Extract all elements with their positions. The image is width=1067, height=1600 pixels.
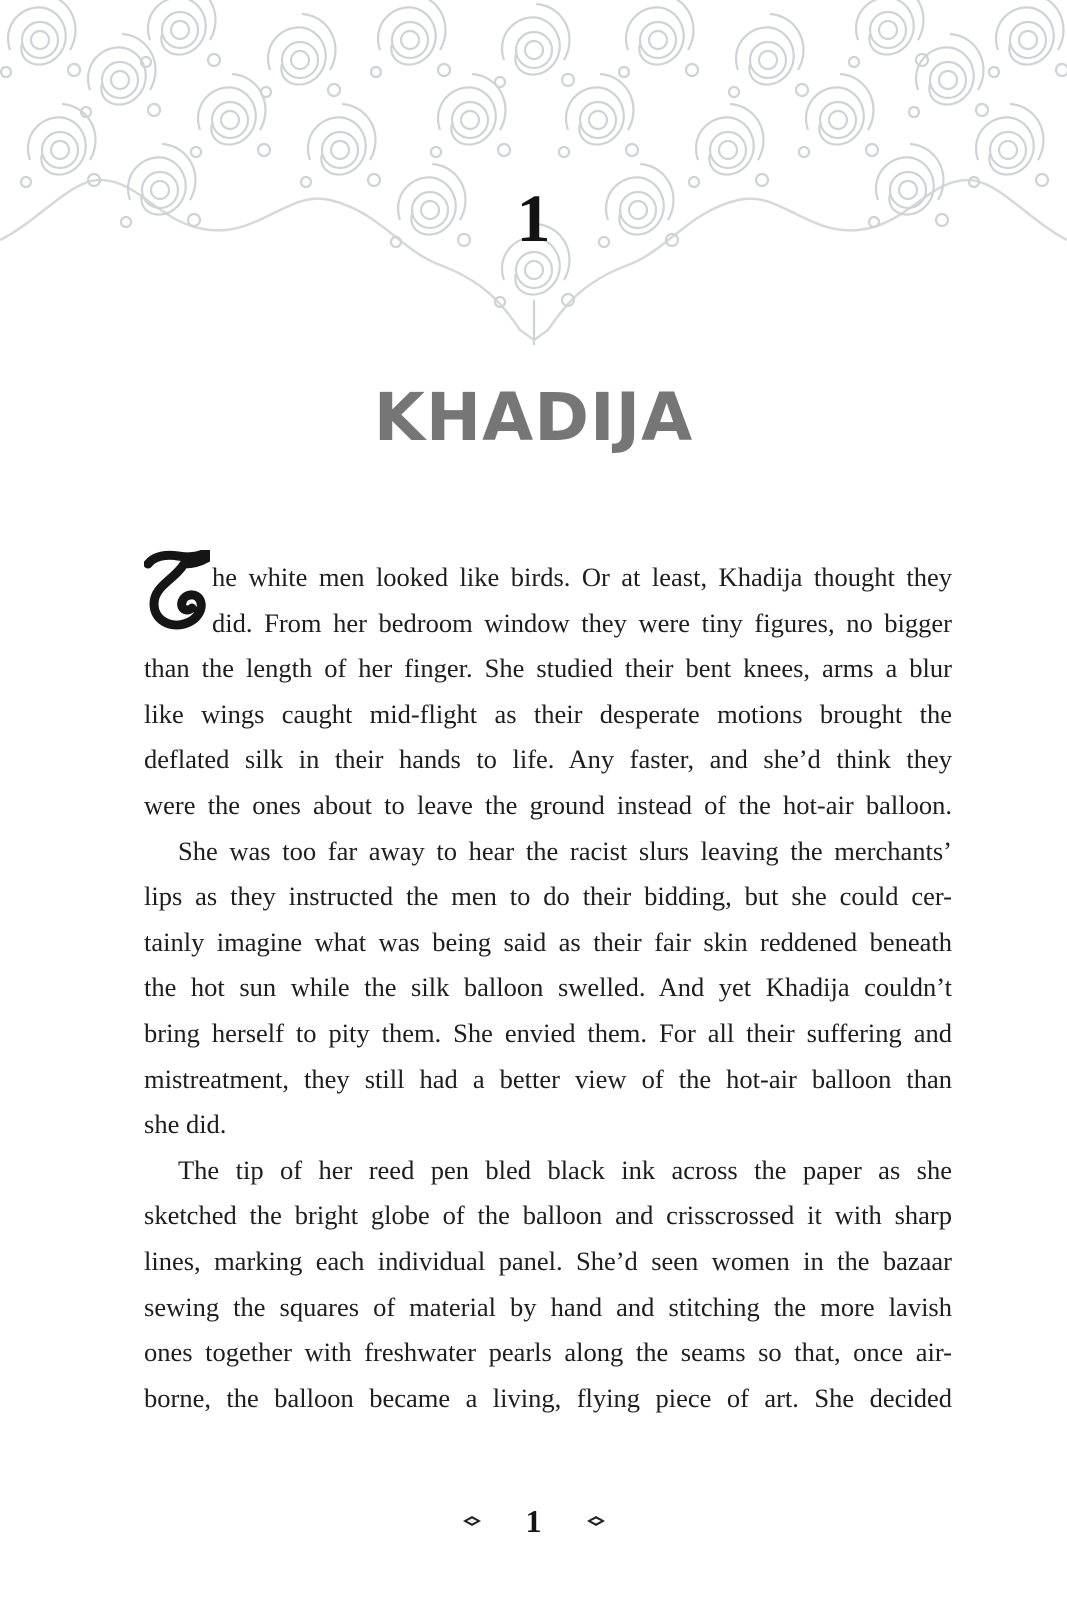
drop-cap-letter: T [144,550,145,551]
header-ornament [0,0,1067,350]
text-line: The tip of her reed pen bled black ink across the paper as she [178,1154,952,1185]
page-number: 1 [525,1502,542,1539]
text-line: lines, marking each individual panel. She’d seen women in the bazaar [144,1245,952,1276]
text-line: did. From her bedroom window they were tiny figures, no bigger [212,607,952,638]
diamond-ornament-icon [586,1515,606,1527]
ornament-swirls [1,0,1067,307]
text-line: borne, the balloon became a living, flying piece of art. She decided [144,1382,952,1413]
text-line: bring herself to pity them. She envied them. For all their suffering and [144,1017,952,1048]
text-line: were the ones about to leave the ground instead of the hot-air balloon. [144,789,952,820]
text-line: ones together with freshwater pearls along the seams so that, once air- [144,1337,952,1368]
text-line: lips as they instructed the men to do their bidding, but she could cer- [144,881,952,912]
chapter-number: 1 [516,180,551,256]
text-line: she did. [144,1109,227,1140]
diamond-ornament-icon [462,1515,482,1527]
paragraph-2 [144,829,952,1148]
text-line: sewing the squares of material by hand and stitching the more lavish [144,1291,952,1322]
body-text [144,555,952,1421]
text-line: tainly imagine what was being said as their fair skin reddened beneath [144,926,952,957]
text-line: She was too far away to hear the racist slurs leaving the merchants’ [178,835,952,866]
text-line: he white men looked like birds. Or at least, Khadija thought they [212,562,952,592]
paragraph-1 [144,555,952,829]
text-line: than the length of her finger. She studied their bent knees, arms a blur [144,653,952,684]
chapter-title: KHADIJA [373,379,694,456]
paragraph-3 [144,1148,952,1422]
text-line: the hot sun while the silk balloon swelled. And yet Khadija couldn’t [144,972,952,1003]
text-line: mistreatment, they still had a better view of the hot-air balloon than [144,1063,952,1094]
text-line: sketched the bright globe of the balloon and crisscrossed it with sharp [144,1200,952,1231]
text-line: deflated silk in their hands to life. Any faster, and she’d think they [144,744,952,775]
page-footer [0,1496,1067,1546]
text-line: like wings caught mid-flight as their desperate motions brought the [144,698,952,729]
